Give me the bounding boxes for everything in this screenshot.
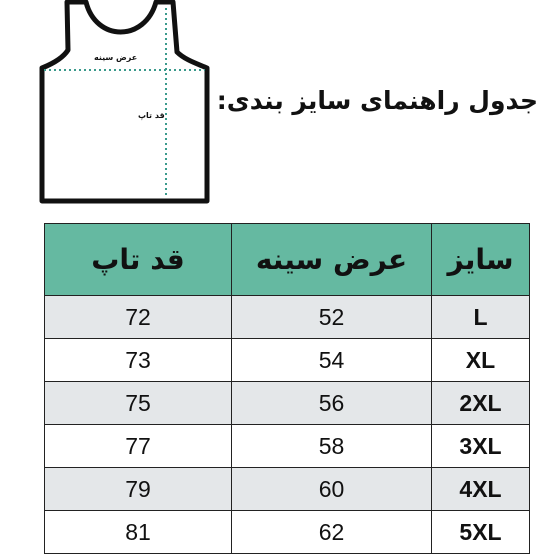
size-chart-table xyxy=(44,223,530,554)
chest-cell: 60 xyxy=(232,468,432,511)
table-row xyxy=(45,511,530,554)
header-chest-width: عرض سینه xyxy=(232,224,432,296)
header-top-length: قد تاپ xyxy=(45,224,232,296)
chest-width-label: عرض سینه xyxy=(94,53,138,62)
size-cell: 4XL xyxy=(432,468,530,511)
tank-top-icon xyxy=(0,0,240,215)
size-guide-title: جدول راهنمای سایز بندی: xyxy=(216,86,538,115)
table-row xyxy=(45,296,530,339)
length-cell: 77 xyxy=(45,425,232,468)
table-row xyxy=(45,382,530,425)
size-cell: XL xyxy=(432,339,530,382)
header-size: سایز xyxy=(432,224,530,296)
size-diagram xyxy=(0,0,240,215)
table-row xyxy=(45,425,530,468)
table-row xyxy=(45,339,530,382)
size-cell: 3XL xyxy=(432,425,530,468)
top-length-label: قد تاپ xyxy=(138,111,165,120)
length-cell: 79 xyxy=(45,468,232,511)
size-cell: 5XL xyxy=(432,511,530,554)
table-header-row xyxy=(45,224,530,296)
size-cell: 2XL xyxy=(432,382,530,425)
length-cell: 73 xyxy=(45,339,232,382)
length-cell: 72 xyxy=(45,296,232,339)
chest-cell: 58 xyxy=(232,425,432,468)
chest-cell: 54 xyxy=(232,339,432,382)
length-cell: 81 xyxy=(45,511,232,554)
size-cell: L xyxy=(432,296,530,339)
chest-cell: 56 xyxy=(232,382,432,425)
table-row xyxy=(45,468,530,511)
length-cell: 75 xyxy=(45,382,232,425)
chest-cell: 52 xyxy=(232,296,432,339)
chest-cell: 62 xyxy=(232,511,432,554)
